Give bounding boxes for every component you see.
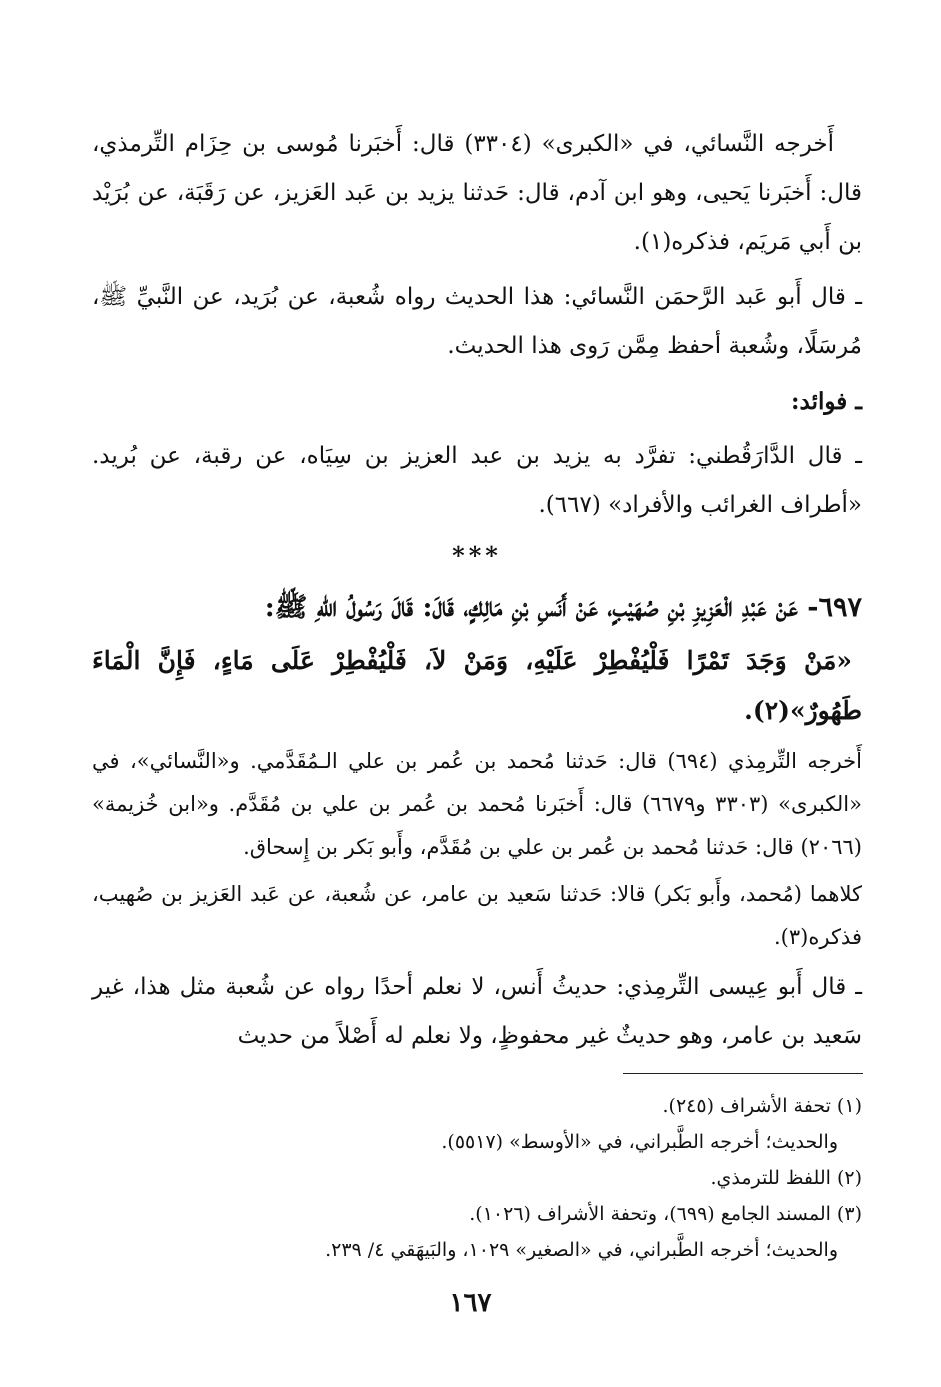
- hadith-heading: ٦٩٧- عَنْ عَبْدِ الْعَزِيزِ بْنِ صُهَيْبٍ، عَنْ أَنَسِ بْنِ مَالِكٍ، قَالَ: قَالَ رَسُولُ اللهِ ﷺ:: [264, 592, 862, 623]
- daraqutni-comment-paragraph: ـ قال الدَّارَقُطني: تفرَّد به يزيد بن عبد العزيز بن سِيَاه، عن رقبة، عن بُريد. «أطراف الغرائب والأفراد» (٦٦٧).: [92, 443, 862, 518]
- main-text: [92, 120, 862, 1067]
- page-number: ١٦٧: [449, 1288, 492, 1318]
- hadith-text: «مَنْ وَجَدَ تَمْرًا فَلْيُفْطِرْ عَلَيْهِ، وَمَنْ لاَ، فَلْيُفْطِرْ عَلَى مَاءٍ، فَإِنَّ الْمَاءَ طَهُورٌ»(٢).: [92, 646, 862, 725]
- takhrij-paragraph-3: كلاهما (مُحمد، وأَبو بَكر) قالا: حَدثنا سَعيد بن عامر، عن شُعبة، عن عَبد العَزيز بن صُهيب، فذكره(٣).: [92, 882, 862, 949]
- takhrij-paragraph-2: أَخرجه التِّرمِذي (٦٩٤) قال: حَدثنا مُحمد بن عُمر بن علي الـمُقَدَّمي. و«النَّسائي»، في «الكبرى» (٣٣٠٣ و٦٦٧٩) قال: أَخبَرنا مُحمد بن عُمر بن علي بن مُقَدَّم. و«ابن خُزيمة» (٢٠٦٦) قال: حَدثنا مُحمد بن عُمر بن علي بن مُقَدَّم، وأَبو بَكر بن إِسحاق.: [92, 749, 862, 859]
- footnote-line: والحديث؛ أخرجه الطَّبراني، في «الأوسط» (٥٥١٧).: [441, 1131, 838, 1153]
- fawaid-heading: ـ فوائد:: [791, 388, 862, 415]
- footnote-line: (٣) المسند الجامع (٦٩٩)، وتحفة الأشراف (١٠٢٦).: [469, 1203, 862, 1225]
- tirmidhi-comment-paragraph: ـ قال أَبو عِيسى التِّرمِذي: حديثُ أَنس، لا نعلم أحدًا رواه عن شُعبة مثل هذا، غير سَعيد بن عامر، وهو حديثٌ غير محفوظٍ، ولا نعلم له أَصْلاً من حديث: [92, 974, 862, 1049]
- takhrij-paragraph-1: أَخرجه النَّسائي، في «الكبرى» (٣٣٠٤) قال: أَخبَرنا مُوسى بن حِزَام التِّرمذي، قال: أَخبَرنا يَحيى، وهو ابن آدم، قال: حَدثنا يزيد بن عَبد العَزيز، عن رَقَبَة، عن بُرَيْد بن أَبي مَريَم، فذكره(١).: [92, 131, 862, 255]
- footnotes: [92, 1088, 862, 1268]
- footnote-line: (١) تحفة الأشراف (٢٤٥).: [662, 1095, 862, 1117]
- footnote-line: والحديث؛ أخرجه الطَّبراني، في «الصغير» ١٠٢٩، والبَيهَقي ٤/ ٢٣٩.: [325, 1239, 838, 1261]
- footnote-divider: [623, 1073, 863, 1074]
- footnote-line: (٢) اللفظ للترمذي.: [710, 1167, 862, 1189]
- section-separator: ***: [452, 541, 502, 570]
- nasai-comment-paragraph: ـ قال أَبو عَبد الرَّحمَن النَّسائي: هذا الحديث رواه شُعبة، عن بُرَيد، عن النَّبيِّ ﷺ، مُرسَلًا، وشُعبة أحفظ مِمَّن رَوى هذا الحديث.: [92, 284, 862, 359]
